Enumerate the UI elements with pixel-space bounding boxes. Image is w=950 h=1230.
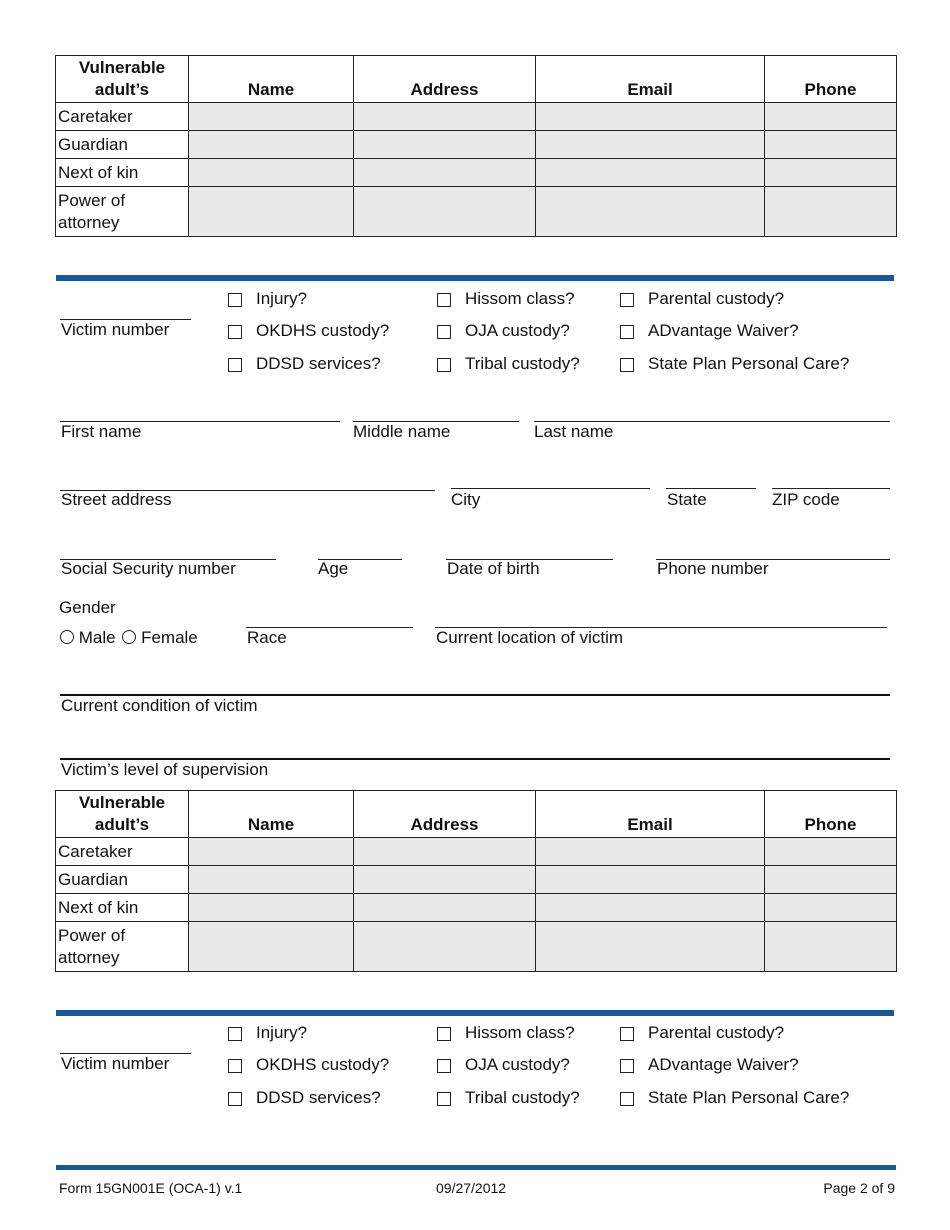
injury-checkbox[interactable] — [228, 1027, 242, 1041]
poa-email-cell[interactable] — [536, 922, 765, 972]
col-header-vulnerable-adult: Vulnerable adult’s — [56, 56, 189, 103]
caretaker-address-cell[interactable] — [354, 838, 536, 866]
dob-label: Date of birth — [447, 559, 540, 578]
state-plan-checkbox[interactable] — [620, 358, 634, 372]
oja-checkbox[interactable] — [437, 325, 451, 339]
table-row — [56, 103, 897, 131]
contact-table-2 — [55, 790, 897, 972]
table-row — [56, 159, 897, 187]
city-label: City — [451, 490, 481, 509]
advantage-label: ADvantage Waiver? — [648, 321, 799, 340]
hissom-label: Hissom class? — [465, 1023, 575, 1042]
section-divider — [56, 1010, 894, 1016]
table-row — [56, 894, 897, 922]
injury-checkbox[interactable] — [228, 293, 242, 307]
hissom-checkbox[interactable] — [437, 1027, 451, 1041]
row-label-guardian: Guardian — [56, 866, 189, 894]
ssn-label: Social Security number — [61, 559, 236, 578]
guardian-name-cell[interactable] — [189, 866, 354, 894]
caretaker-phone-cell[interactable] — [765, 838, 897, 866]
caretaker-email-cell[interactable] — [536, 103, 765, 131]
form-date: 09/27/2012 — [436, 1180, 507, 1196]
caretaker-phone-cell[interactable] — [765, 103, 897, 131]
advantage-label: ADvantage Waiver? — [648, 1055, 799, 1074]
victim-number-label: Victim number — [61, 1054, 170, 1073]
kin-name-cell[interactable] — [189, 159, 354, 187]
col-header-address: Address — [354, 56, 536, 103]
row-label-power-of-attorney: Power of attorney — [56, 187, 189, 237]
section-divider — [56, 275, 894, 281]
kin-address-cell[interactable] — [354, 894, 536, 922]
poa-email-cell[interactable] — [536, 187, 765, 237]
male-radio[interactable] — [60, 630, 74, 644]
col-header-name: Name — [189, 56, 354, 103]
caretaker-name-cell[interactable] — [189, 103, 354, 131]
last-name-label: Last name — [534, 422, 614, 441]
zip-label: ZIP code — [772, 490, 840, 509]
poa-address-cell[interactable] — [354, 187, 536, 237]
state-plan-label: State Plan Personal Care? — [648, 1088, 850, 1107]
guardian-address-cell[interactable] — [354, 866, 536, 894]
okdhs-checkbox[interactable] — [228, 1059, 242, 1073]
age-label: Age — [318, 559, 349, 578]
oja-label: OJA custody? — [465, 1055, 570, 1074]
row-label-power-of-attorney: Power of attorney — [56, 922, 189, 972]
table-row — [56, 187, 897, 237]
col-header-email: Email — [536, 791, 765, 838]
oja-checkbox[interactable] — [437, 1059, 451, 1073]
kin-address-cell[interactable] — [354, 159, 536, 187]
caretaker-address-cell[interactable] — [354, 103, 536, 131]
ddsd-label: DDSD services? — [256, 1088, 381, 1107]
kin-email-cell[interactable] — [536, 894, 765, 922]
poa-name-cell[interactable] — [189, 922, 354, 972]
table-row — [56, 866, 897, 894]
table-row — [56, 131, 897, 159]
kin-email-cell[interactable] — [536, 159, 765, 187]
row-label-caretaker: Caretaker — [56, 838, 189, 866]
state-plan-checkbox[interactable] — [620, 1092, 634, 1106]
tribal-checkbox[interactable] — [437, 358, 451, 372]
city-field[interactable] — [451, 488, 650, 489]
caretaker-name-cell[interactable] — [189, 838, 354, 866]
phone-label: Phone number — [657, 559, 769, 578]
injury-label: Injury? — [256, 289, 308, 308]
street-address-label: Street address — [61, 490, 172, 509]
row-label-guardian: Guardian — [56, 131, 189, 159]
table-row — [56, 922, 897, 972]
male-label: Male — [78, 628, 116, 647]
caretaker-email-cell[interactable] — [536, 838, 765, 866]
col-header-vulnerable-adult: Vulnerable adult’s — [56, 791, 189, 838]
hissom-checkbox[interactable] — [437, 293, 451, 307]
female-radio[interactable] — [122, 630, 136, 644]
guardian-phone-cell[interactable] — [765, 131, 897, 159]
okdhs-checkbox[interactable] — [228, 325, 242, 339]
tribal-checkbox[interactable] — [437, 1092, 451, 1106]
poa-address-cell[interactable] — [354, 922, 536, 972]
row-label-caretaker: Caretaker — [56, 103, 189, 131]
gender-options — [60, 628, 198, 648]
parental-label: Parental custody? — [648, 1023, 785, 1042]
zip-field[interactable] — [772, 488, 890, 489]
footer-divider — [56, 1165, 896, 1170]
poa-phone-cell[interactable] — [765, 922, 897, 972]
advantage-checkbox[interactable] — [620, 325, 634, 339]
parental-label: Parental custody? — [648, 289, 785, 308]
state-plan-label: State Plan Personal Care? — [648, 354, 850, 373]
guardian-name-cell[interactable] — [189, 131, 354, 159]
tribal-label: Tribal custody? — [465, 354, 580, 373]
page-number: Page 2 of 9 — [823, 1180, 895, 1196]
state-label: State — [667, 490, 707, 509]
kin-name-cell[interactable] — [189, 894, 354, 922]
kin-phone-cell[interactable] — [765, 159, 897, 187]
oja-label: OJA custody? — [465, 321, 570, 340]
col-header-phone: Phone — [765, 56, 897, 103]
hissom-label: Hissom class? — [465, 289, 575, 308]
col-header-phone: Phone — [765, 791, 897, 838]
poa-name-cell[interactable] — [189, 187, 354, 237]
col-header-email: Email — [536, 56, 765, 103]
col-header-address: Address — [354, 791, 536, 838]
tribal-label: Tribal custody? — [465, 1088, 580, 1107]
state-field[interactable] — [666, 488, 756, 489]
kin-phone-cell[interactable] — [765, 894, 897, 922]
female-label: Female — [141, 628, 198, 647]
guardian-email-cell[interactable] — [536, 131, 765, 159]
ddsd-label: DDSD services? — [256, 354, 381, 373]
okdhs-label: OKDHS custody? — [256, 1055, 390, 1074]
race-label: Race — [247, 628, 287, 647]
first-name-label: First name — [61, 422, 142, 441]
victim-number-label: Victim number — [61, 320, 170, 339]
table-row — [56, 838, 897, 866]
col-header-name: Name — [189, 791, 354, 838]
contact-table-1 — [55, 55, 897, 237]
condition-label: Current condition of victim — [61, 696, 258, 715]
okdhs-label: OKDHS custody? — [256, 321, 390, 340]
location-label: Current location of victim — [436, 628, 624, 647]
parental-checkbox[interactable] — [620, 1027, 634, 1041]
ddsd-checkbox[interactable] — [228, 1092, 242, 1106]
row-label-next-of-kin: Next of kin — [56, 894, 189, 922]
guardian-phone-cell[interactable] — [765, 866, 897, 894]
ddsd-checkbox[interactable] — [228, 358, 242, 372]
advantage-checkbox[interactable] — [620, 1059, 634, 1073]
guardian-address-cell[interactable] — [354, 131, 536, 159]
form-id: Form 15GN001E (OCA-1) v.1 — [59, 1180, 243, 1196]
guardian-email-cell[interactable] — [536, 866, 765, 894]
poa-phone-cell[interactable] — [765, 187, 897, 237]
supervision-label: Victim’s level of supervision — [61, 760, 269, 779]
injury-label: Injury? — [256, 1023, 308, 1042]
row-label-next-of-kin: Next of kin — [56, 159, 189, 187]
middle-name-label: Middle name — [353, 422, 451, 441]
gender-label: Gender — [59, 598, 116, 617]
parental-checkbox[interactable] — [620, 293, 634, 307]
